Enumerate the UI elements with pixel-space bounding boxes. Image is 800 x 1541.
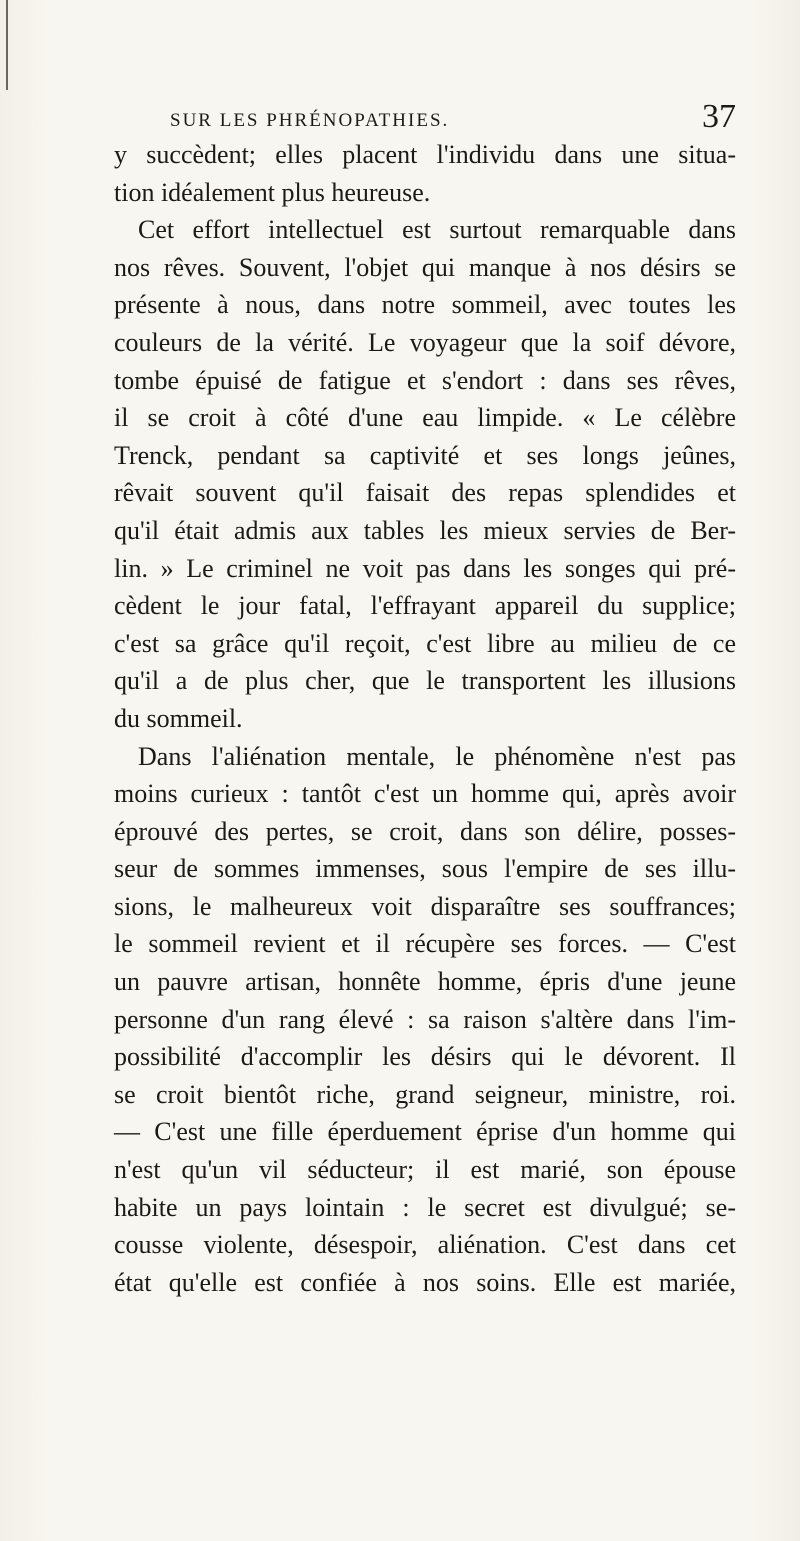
text-line: nos rêves. Souvent, l'objet qui manque à nos désirs se	[114, 252, 736, 282]
text-line: moins curieux : tantôt c'est un homme qui, après avoir	[114, 779, 736, 809]
text-line: seur de sommes immenses, sous l'empire de ses illu-	[114, 854, 736, 884]
text-line: cèdent le jour fatal, l'effrayant appareil du supplice;	[114, 591, 736, 621]
text-line: Cet effort intellectuel est surtout remarquable dans	[138, 215, 736, 245]
text-line: tombe épuisé de fatigue et s'endort : dans ses rêves,	[114, 365, 736, 395]
text-line: sions, le malheureux voit disparaître ses souffrances;	[114, 891, 736, 921]
text-line: — C'est une fille éperduement éprise d'un homme qui	[114, 1117, 736, 1147]
text-line: personne d'un rang élevé : sa raison s'altère dans l'im-	[114, 1004, 736, 1034]
page-edge-shadow	[6, 0, 8, 90]
text-line: il se croit à côté d'une eau limpide. « Le célèbre	[114, 403, 736, 433]
text-line: n'est qu'un vil séducteur; il est marié, son épouse	[114, 1155, 736, 1185]
text-line: qu'il était admis aux tables les mieux servies de Ber-	[114, 515, 736, 545]
running-head: SUR LES PHRÉNOPATHIES.	[170, 110, 450, 131]
text-line: couleurs de la vérité. Le voyageur que la soif dévore,	[114, 327, 736, 357]
text-line: état qu'elle est confiée à nos soins. Elle est mariée,	[114, 1267, 736, 1297]
text-line: Dans l'aliénation mentale, le phénomène n'est pas	[138, 741, 736, 771]
page-number: 37	[702, 98, 736, 135]
page-header	[112, 100, 736, 140]
text-line: c'est sa grâce qu'il reçoit, c'est libre au milieu de ce	[114, 628, 736, 658]
text-line: lin. » Le criminel ne voit pas dans les songes qui pré-	[114, 553, 736, 583]
text-line: Trenck, pendant sa captivité et ses longs jeûnes,	[114, 440, 736, 470]
text-line: rêvait souvent qu'il faisait des repas splendides et	[114, 478, 736, 508]
text-line: qu'il a de plus cher, que le transportent les illusions	[114, 666, 736, 696]
text-line: y succèdent; elles placent l'individu dans une situa-	[114, 140, 736, 169]
text-line: du sommeil.	[114, 703, 243, 733]
text-line: tion idéalement plus heureuse.	[114, 177, 431, 207]
text-line: présente à nous, dans notre sommeil, avec toutes les	[114, 290, 736, 320]
body-text	[114, 136, 736, 1301]
text-line: possibilité d'accomplir les désirs qui le dévorent. Il	[114, 1042, 736, 1072]
text-line: un pauvre artisan, honnête homme, épris d'une jeune	[114, 967, 736, 997]
text-line: cousse violente, désespoir, aliénation. C'est dans cet	[114, 1230, 736, 1260]
text-line: se croit bientôt riche, grand seigneur, ministre, roi.	[114, 1079, 736, 1109]
text-line: le sommeil revient et il récupère ses forces. — C'est	[114, 929, 736, 959]
text-line: éprouvé des pertes, se croit, dans son délire, posses-	[114, 816, 736, 846]
text-line: habite un pays lointain : le secret est divulgué; se-	[114, 1192, 736, 1222]
